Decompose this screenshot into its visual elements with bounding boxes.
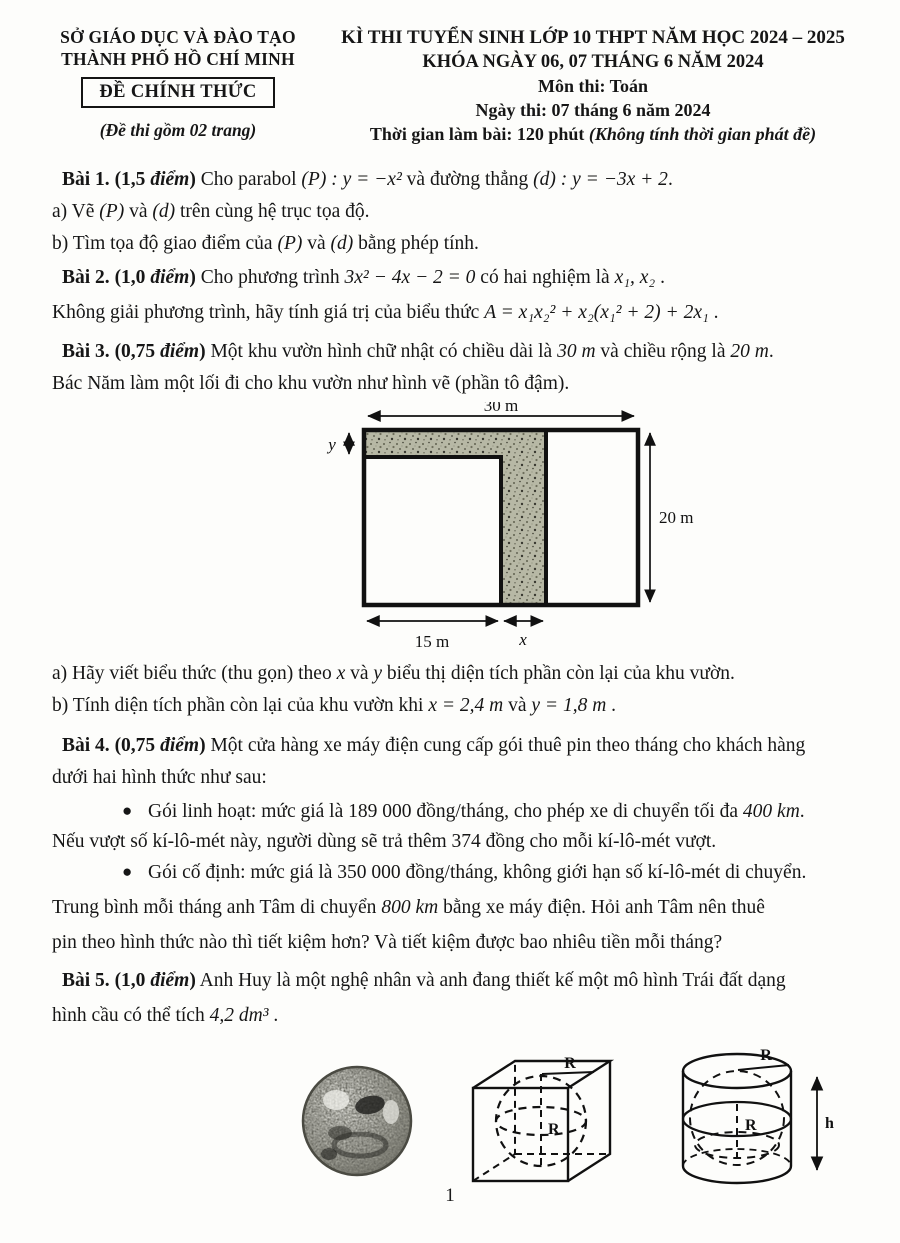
math-run: (P) : y = −x² <box>301 169 402 190</box>
problem-4-intro-2: dưới hai hình thức như sau: <box>52 767 267 788</box>
problem-1-label: Bài 1. <box>62 169 110 190</box>
exam-session: KHÓA NGÀY 06, 07 THÁNG 6 NĂM 2024 <box>422 52 764 72</box>
problem-3-line-2: Bác Năm làm một lối đi cho khu vườn như hình vẽ (phần tô đậm). <box>52 373 570 394</box>
text-run: . <box>606 695 617 716</box>
text-run: Cho parabol <box>195 169 302 190</box>
math-run: (d) <box>152 201 176 222</box>
math-run: A = x₁x₂² + x₂(x₁² + 2) + 2x₁ <box>484 302 709 323</box>
package-fixed-item <box>52 857 856 888</box>
math-run: y = 1,8 m <box>531 695 607 716</box>
problem-4-line-4: pin theo hình thức nào thì tiết kiệm hơn? Và tiết kiệm được bao nhiêu tiền mỗi tháng? <box>52 932 723 953</box>
math-run: 800 km <box>381 897 439 918</box>
cylinder-center-radius-label: R <box>745 1117 757 1134</box>
problem-5-line-2 <box>52 1000 856 1032</box>
text-run: và <box>503 695 532 716</box>
exam-title: KÌ THI TUYỂN SINH LỚP 10 THPT NĂM HỌC 2024 – 2025 <box>341 27 845 48</box>
math-run: (P) <box>277 233 303 254</box>
math-run: 3x² − 4x − 2 = 0 <box>344 267 476 288</box>
problem-3-part-a <box>52 658 856 690</box>
text-run: điểm <box>150 970 190 991</box>
text-run: Một khu vườn hình chữ nhật có chiều dài là <box>205 341 558 362</box>
cube-hidden-edges <box>473 1061 515 1181</box>
text-run: (1,0 <box>109 970 151 991</box>
cube-radius-label: R <box>564 1054 576 1072</box>
walkway-inner-edge <box>364 457 501 605</box>
problem-3-heading <box>52 336 856 368</box>
cylinder-bottom-front-arc <box>683 1166 791 1183</box>
text-run: ) <box>199 735 206 756</box>
problem-2-line-2 <box>52 297 856 329</box>
garden-figure <box>304 402 704 654</box>
text-run: và <box>302 233 331 254</box>
text-run: b) Tính diện tích phần còn lại của khu vườn khi <box>52 695 429 716</box>
duration-bold: Thời gian làm bài: 120 phút <box>369 124 589 144</box>
math-run: (d) : y = −3x + 2 <box>533 169 668 190</box>
solid-figures-row <box>298 1044 856 1196</box>
math-run: y <box>373 663 383 684</box>
cylinder-radius-line <box>738 1065 789 1070</box>
text-run: (1,0 <box>109 267 151 288</box>
text-run: . <box>799 801 805 822</box>
problem-2-label: Bài 2. <box>62 267 110 288</box>
text-run: Gói cố định: mức giá là 350 000 đồng/tháng, không giới hạn số kí-lô-mét di chuyển. <box>148 862 807 883</box>
problem-4-line-3 <box>52 892 856 924</box>
pages-note: (Đề thi gồm 02 trang) <box>99 120 257 140</box>
text-run: ) <box>189 267 196 288</box>
math-run: (P) <box>99 201 125 222</box>
header-right-block <box>312 26 900 146</box>
globe-sphere-figure <box>298 1061 416 1179</box>
exam-header <box>0 0 900 146</box>
bullet-icon: ● <box>122 862 133 881</box>
text-run: (0,75 <box>109 735 161 756</box>
globe-highlight <box>323 1090 349 1110</box>
text-run: Không giải phương trình, hãy tính giá trị của biểu thức <box>52 302 485 323</box>
math-run: 20 m <box>730 341 769 362</box>
text-run: ) <box>189 169 196 190</box>
math-run: x₁, x₂ <box>614 267 656 288</box>
header-left-block <box>0 26 312 146</box>
text-run: . <box>768 341 774 362</box>
cylinder-top-face <box>683 1054 791 1088</box>
problem-4-label: Bài 4. <box>62 735 110 756</box>
math-run: x <box>336 663 346 684</box>
dimension-label-15m: 15 m <box>414 632 450 651</box>
exam-body <box>0 164 900 1196</box>
text-run: Cho phương trình <box>195 267 345 288</box>
dimension-label-y: y <box>328 435 336 454</box>
text-run: biểu thị diện tích phần còn lại của khu vườn. <box>382 663 735 684</box>
text-run: có hai nghiệm là <box>475 267 615 288</box>
exam-date: Ngày thi: 07 tháng 6 năm 2024 <box>475 100 711 120</box>
department-line-1: SỞ GIÁO DỤC VÀ ĐÀO TẠO <box>60 27 296 47</box>
text-run: Anh Huy là một nghệ nhân và anh đang thiết kế một mô hình Trái đất dạng <box>195 970 786 991</box>
problem-5-heading <box>52 965 856 997</box>
text-run: hình cầu có thể tích <box>52 1005 210 1026</box>
text-run: và <box>345 663 374 684</box>
duration-note: (Không tính thời gian phát đề) <box>588 124 817 144</box>
text-run: điểm <box>150 267 190 288</box>
page-number: 1 <box>445 1185 455 1206</box>
problem-5-label: Bài 5. <box>62 970 110 991</box>
exam-subject: Môn thi: Toán <box>537 76 649 96</box>
cube-right-face <box>568 1061 610 1181</box>
text-run: . <box>268 1005 279 1026</box>
text-run: trên cùng hệ trục tọa độ. <box>175 201 370 222</box>
problem-2-heading <box>52 262 856 294</box>
math-run: x = 2,4 m <box>428 695 504 716</box>
text-run: . <box>708 302 719 323</box>
problem-3-part-b <box>52 690 856 722</box>
globe-dark-patch <box>328 1126 352 1140</box>
text-run: bằng phép tính. <box>353 233 479 254</box>
cube-center-radius-label: R <box>548 1120 560 1138</box>
text-run: . <box>655 267 665 288</box>
math-run: 4,2 dm³ <box>209 1005 269 1026</box>
cylinder-height-label: h <box>825 1115 834 1132</box>
text-run: a) Vẽ <box>52 201 100 222</box>
text-run: và đường thẳng <box>401 169 534 190</box>
exam-duration <box>312 122 874 146</box>
package-flexible-item <box>52 796 856 827</box>
cube-sphere-figure <box>458 1048 623 1193</box>
text-run: Gói linh hoạt: mức giá là 189 000 đồng/tháng, cho phép xe di chuyển tối đa <box>148 801 743 822</box>
department-line-2: THÀNH PHỐ HỒ CHÍ MINH <box>61 49 295 69</box>
text-run: ) <box>199 341 206 362</box>
text-run: Trung bình mỗi tháng anh Tâm di chuyển <box>52 897 382 918</box>
math-run: (d) <box>330 233 354 254</box>
text-run: điểm <box>160 735 200 756</box>
text-run: điểm <box>150 169 190 190</box>
text-run: điểm <box>160 341 200 362</box>
text-run: b) Tìm tọa độ giao điểm của <box>52 233 278 254</box>
problem-4-heading <box>52 730 856 762</box>
text-run: và <box>124 201 153 222</box>
official-exam-box: ĐỀ CHÍNH THỨC <box>81 77 274 108</box>
problem-1-part-b <box>52 228 856 260</box>
cylinder-radius-label: R <box>760 1047 772 1064</box>
globe-highlight <box>383 1100 399 1124</box>
text-run: (1,5 <box>109 169 151 190</box>
text-run: (0,75 <box>109 341 161 362</box>
bullet-icon: ● <box>122 801 133 820</box>
text-run: a) Hãy viết biểu thức (thu gọn) theo <box>52 663 337 684</box>
math-run: 400 km <box>742 801 800 822</box>
text-run: Một cửa hàng xe máy điện cung cấp gói thuê pin theo tháng cho khách hàng <box>205 735 806 756</box>
text-run: bằng xe máy điện. Hỏi anh Tâm nên thuê <box>438 897 765 918</box>
cylinder-sphere-figure <box>665 1044 840 1196</box>
cube-radius-line <box>542 1072 594 1074</box>
problem-1-part-a <box>52 196 856 228</box>
text-run: . <box>667 169 673 190</box>
dimension-label-x: x <box>519 630 527 649</box>
garden-diagram <box>304 402 704 654</box>
dimension-label-20m: 20 m <box>659 508 694 527</box>
dimension-label-30m: 30 m <box>483 402 519 415</box>
problem-3-label: Bài 3. <box>62 341 110 362</box>
math-run: 30 m <box>557 341 596 362</box>
text-run: ) <box>189 970 196 991</box>
globe-dark-patch <box>321 1148 337 1160</box>
text-run: và chiều rộng là <box>595 341 731 362</box>
package-flexible-note: Nếu vượt số kí-lô-mét này, người dùng sẽ trả thêm 374 đồng cho mỗi kí-lô-mét vượt. <box>52 831 717 852</box>
problem-1-heading <box>52 164 856 196</box>
